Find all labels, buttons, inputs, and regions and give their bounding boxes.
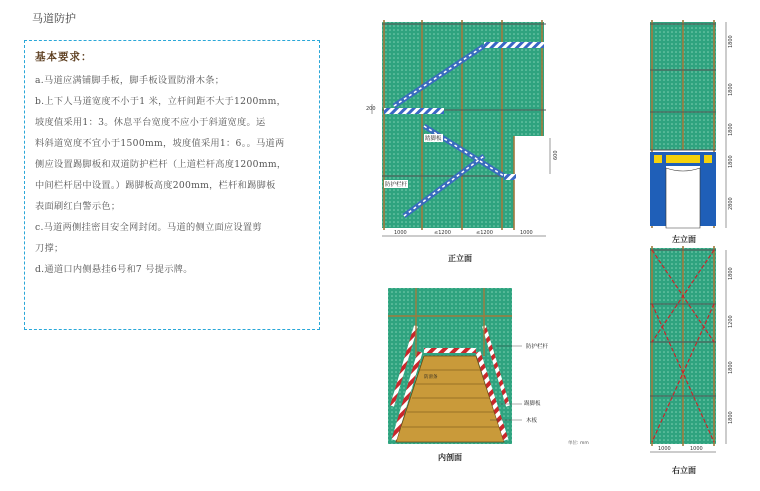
dim-bottom: 1000 [394,230,407,236]
dim-right: 2800 [728,197,734,210]
inner-section-drawing [386,286,514,448]
dim-bottom: 1000 [520,230,533,236]
front-elevation-caption: 正立面 [448,254,472,263]
requirement-line: 刀撑； [35,243,64,254]
dim-right: 1200 [728,315,734,328]
right-elevation-caption: 右立面 [672,466,696,475]
right-elevation-drawing [646,246,742,464]
left-elevation-drawing [646,18,742,232]
requirements-heading: 基本要求： [35,51,93,63]
dim-bottom: 1000 [690,446,703,452]
dim-right: 1800 [728,267,734,280]
dim-right: 1800 [728,35,734,48]
dim-bottom: 1000 [658,446,671,452]
dim-bottom: ≤1200 [434,230,451,236]
inner-section-caption: 内剖面 [438,453,462,462]
dim-right: 1800 [728,83,734,96]
requirements-box [24,40,320,330]
requirement-line: 表面刷红白警示色； [35,201,121,212]
requirement-line: b.上下人马道宽度不小于1 米，立杆间距不大于1200mm， [35,96,287,107]
dim-right: 1800 [728,123,734,136]
left-elevation-caption: 左立面 [672,235,696,244]
requirement-line: 中间栏杆居中设置。）踢脚板高度200mm，栏杆和踢脚板 [35,180,276,191]
dim-right: 600 [553,150,559,160]
dim-right: 1800 [728,361,734,374]
label-section-strip: 防滑条 [424,375,438,380]
page-title: 马道防护 [32,12,76,25]
label-railing: 防护栏杆 [385,182,408,188]
dim-right: 1800 [728,411,734,424]
label-section-plank: 木板 [526,418,538,424]
dim-right: 1800 [728,155,734,168]
dim-bottom: ≤1200 [476,230,493,236]
unit-note: 单位: mm [568,441,589,446]
requirement-line: d.通道口内侧悬挂6号和7 号提示牌。 [35,264,193,275]
label-plank: 踏脚板 [425,136,442,142]
front-elevation-drawing [364,16,558,252]
label-section-kick: 踢脚板 [524,401,541,407]
requirement-line: a.马道应满铺脚手板，脚手板设置防滑木条； [35,75,225,86]
requirement-line: 坡度值采用1：3。休息平台宽度不应小于斜道宽度。运 [35,117,266,128]
requirement-line: 料斜道宽度不宜小于1500mm，坡度值采用1：6。。马道两 [35,138,285,149]
dim-left: 200 [366,106,376,112]
requirement-line: c.马道两侧挂密目安全网封闭。马道的侧立面应设置剪 [35,222,262,233]
label-section-railing: 防护栏杆 [526,344,549,350]
requirement-line: 侧应设置踢脚板和双道防护栏杆（上道栏杆高度1200mm， [35,159,287,170]
